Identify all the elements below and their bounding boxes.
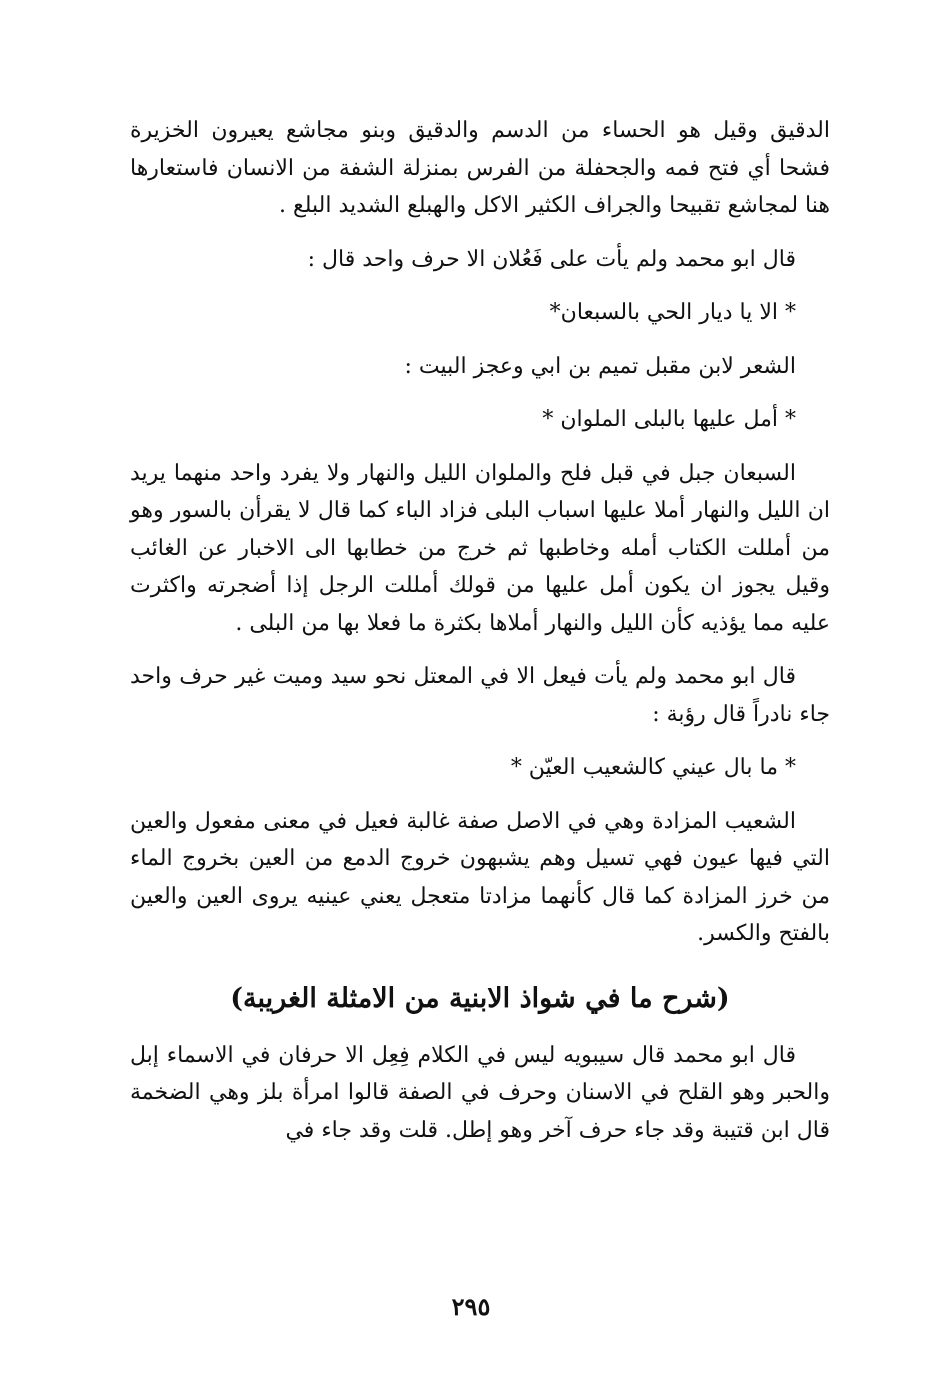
paragraph-fi-il: قال ابو محمد قال سيبويه ليس في الكلام فِعِل الا حرفان في الاسماء إبل والحبر وهو القلح في الاسنان وحرف في الصفة قالوا امرأة بلز وهي الضخمة قال ابن قتيبة وقد جاء حرف آخر وهو إطل. قلت وقد جاء في bbox=[130, 1042, 830, 1143]
paragraph-fa-ulan: قال ابو محمد ولم يأت على فَعُلان الا حرف واحد قال : bbox=[307, 246, 796, 272]
verse-line-1: * الا يا ديار الحي بالسبعان* bbox=[549, 300, 796, 325]
paragraph-continuation: الدقيق وقيل هو الحساء من الدسم والدقيق وبنو مجاشع يعيرون الخزيرة فشحا أي فتح فمه والجحفلة من الفرس بمنزلة الشفة من الانسان فاستعارها هنا لمجاشع تقبيحا والجراف الكثير الاكل والهبلع الشديد البلع . bbox=[130, 118, 830, 218]
paragraph-shu-ayb-explanation: الشعيب المزادة وهي في الاصل صفة غالبة فعيل في معنى مفعول والعين التي فيها عيون فهي تسيل وهم يشبهون خروج الدمع من العين بخروج الماء من خرز المزادة كما قال كأنهما مزادتا متعجل يعني عينيه يروى العين والعين بالفتح والكسر. bbox=[130, 808, 830, 946]
section-heading: (شرح ما في شواذ الابنية من الامثلة الغريبة) bbox=[230, 982, 730, 1014]
paragraph-fay-al: قال ابو محمد ولم يأت فيعل الا في المعتل نحو سيد وميت غير حرف واحد جاء نادراً قال رؤبة : bbox=[130, 664, 830, 727]
verse-line-3: * ما بال عيني كالشعيب العيّن * bbox=[510, 755, 796, 780]
page-body bbox=[130, 112, 830, 1165]
verse-line-2: * أمل عليها بالبلى الملوان * bbox=[542, 407, 796, 432]
paragraph-poet-attribution: الشعر لابن مقبل تميم بن ابي وعجز البيت : bbox=[404, 353, 796, 379]
paragraph-sab-an-explanation: السبعان جبل في قبل فلح والملوان الليل والنهار ولا يفرد واحد منهما يريد ان الليل والنهار أملا عليها اسباب البلى فزاد الباء كما قال لا يقرأن بالسور وهو من أمللت الكتاب أمله وخاطبها ثم خرج من خطابها الى الاخبار عن الغائب وقيل يجوز ان يكون أمل عليها من قولك أمللت الرجل إذا أضجرته واكثرت عليه مما يؤذيه كأن الليل والنهار أملاها بكثرة ما فعلا بها من البلى . bbox=[130, 460, 830, 636]
page-number: ٢٩٥ bbox=[451, 1292, 491, 1321]
